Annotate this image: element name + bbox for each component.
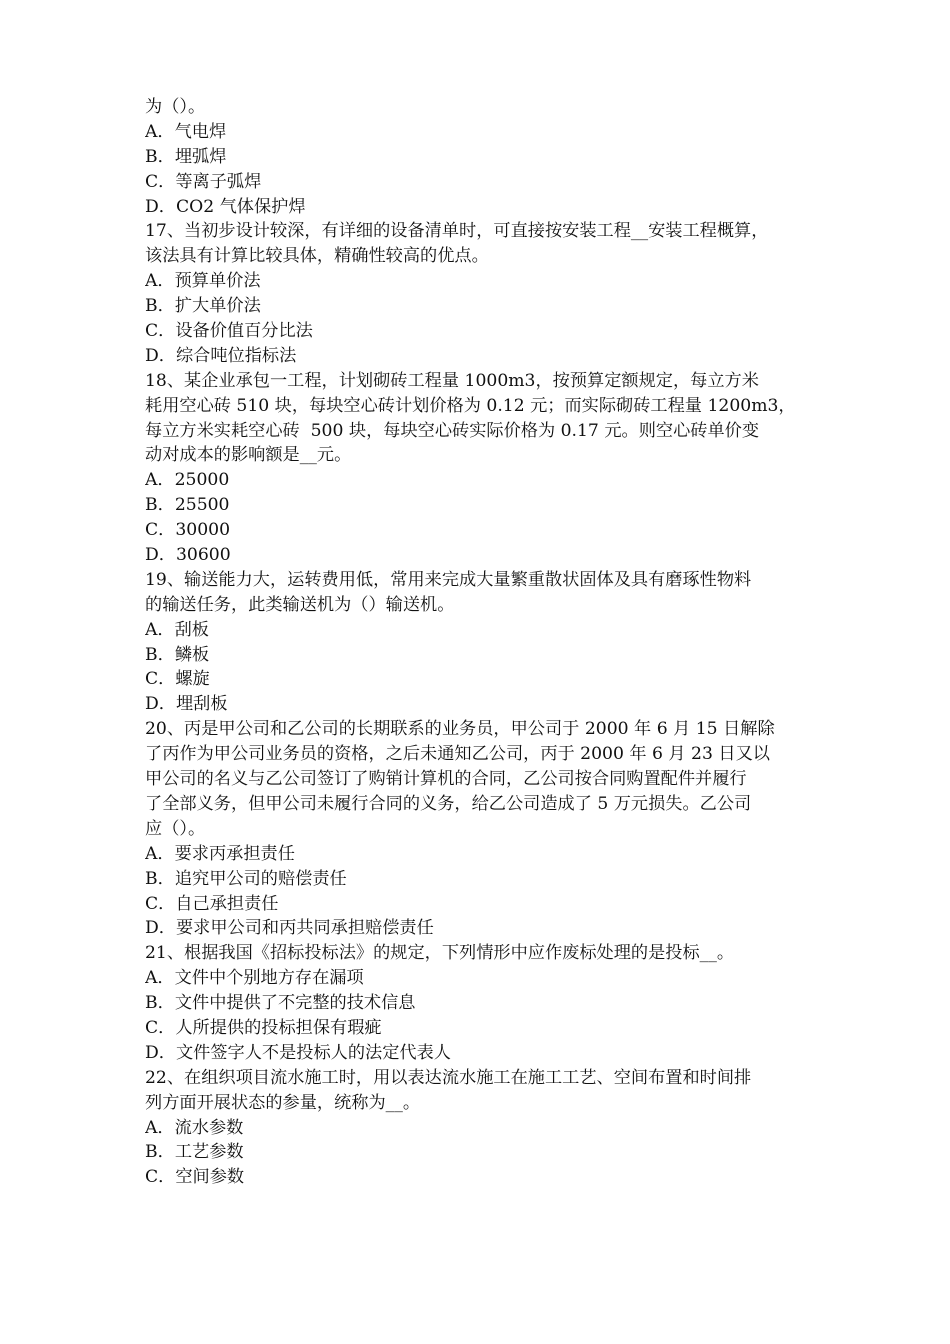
question-22-option-b: B．工艺参数 [145, 1142, 244, 1163]
question-19-stem-line-1: 19、输送能力大，运转费用低，常用来完成大量繁重散状固体及具有磨琢性物料 [145, 569, 752, 590]
question-20-option-d: D．要求甲公司和丙共同承担赔偿责任 [145, 918, 434, 939]
question-19-stem-line-2: 的输送任务，此类输送机为（）输送机。 [145, 594, 455, 615]
question-21-option-b: B．文件中提供了不完整的技术信息 [145, 993, 416, 1014]
question-22-stem-line-2: 列方面开展状态的参量，统称为__。 [145, 1092, 421, 1113]
question-18-option-a: A．25000 [145, 470, 230, 491]
question-21-stem: 21、根据我国《招标投标法》的规定，下列情形中应作废标处理的是投标__。 [145, 943, 735, 964]
question-20-option-a: A．要求丙承担责任 [145, 843, 295, 864]
question-18-stem-line-1: 18、某企业承包一工程，计划砌砖工程量 1000m3，按预算定额规定，每立方米 [145, 370, 759, 391]
question-19-option-d: D．埋刮板 [145, 694, 228, 715]
question-18-option-b: B．25500 [145, 495, 230, 516]
question-19-option-a: A．刮板 [145, 619, 209, 640]
question-16-option-a: A．气电焊 [145, 121, 227, 142]
question-17-option-d: D．综合吨位指标法 [145, 345, 297, 366]
question-21-option-d: D．文件签字人不是投标人的法定代表人 [145, 1042, 451, 1063]
question-17-stem-line-2: 该法具有计算比较具体，精确性较高的优点。 [145, 246, 489, 267]
question-18-option-d: D．30600 [145, 545, 231, 566]
question-17-option-a: A．预算单价法 [145, 271, 261, 292]
question-20-stem-line-5: 应（）。 [145, 818, 206, 839]
question-20-stem-line-1: 20、丙是甲公司和乙公司的长期联系的业务员，甲公司于 2000 年 6 月 15 日解除 [145, 719, 775, 740]
question-22-stem-line-1: 22、在组织项目流水施工时，用以表达流水施工在施工工艺、空间布置和时间排 [145, 1067, 752, 1088]
question-20-option-b: B．追究甲公司的赔偿责任 [145, 868, 347, 889]
question-20-stem-line-2: 了丙作为甲公司业务员的资格，之后未通知乙公司，丙于 2000 年 6 月 23 日又以 [145, 744, 770, 765]
question-21-option-c: C．人所提供的投标担保有瑕疵 [145, 1017, 382, 1038]
question-18-stem-line-3: 每立方米实耗空心砖 500 块，每块空心砖实际价格为 0.17 元。则空心砖单价变 [145, 420, 760, 441]
question-21-option-a: A．文件中个别地方存在漏项 [145, 968, 364, 989]
question-19-option-c: C．螺旋 [145, 669, 210, 690]
question-18-stem-line-4: 动对成本的影响额是__元。 [145, 445, 352, 466]
question-20-option-c: C．自己承担责任 [145, 893, 279, 914]
question-16-option-d: D．CO2 气体保护焊 [145, 196, 306, 217]
document-page [145, 95, 810, 1190]
question-18-option-c: C．30000 [145, 520, 231, 541]
question-19-option-b: B．鳞板 [145, 644, 210, 665]
question-16-option-c: C．等离子弧焊 [145, 171, 262, 192]
question-20-stem-line-4: 了全部义务，但甲公司未履行合同的义务，给乙公司造成了 5 万元损失。乙公司 [145, 793, 752, 814]
question-20-stem-line-3: 甲公司的名义与乙公司签订了购销计算机的合同，乙公司按合同购置配件并履行 [145, 769, 747, 790]
question-16-stem-end: 为（）。 [145, 97, 206, 117]
question-17-stem-line-1: 17、当初步设计较深，有详细的设备清单时，可直接按安装工程__安装工程概算， [145, 221, 769, 242]
question-16-option-b: B．埋弧焊 [145, 146, 227, 167]
question-18-stem-line-2: 耗用空心砖 510 块，每块空心砖计划价格为 0.12 元；而实际砌砖工程量 1200m3， [145, 395, 796, 416]
question-17-option-c: C．设备价值百分比法 [145, 321, 313, 342]
question-22-option-c: C．空间参数 [145, 1167, 245, 1188]
question-22-option-a: A．流水参数 [145, 1117, 244, 1138]
question-17-option-b: B．扩大单价法 [145, 296, 261, 317]
